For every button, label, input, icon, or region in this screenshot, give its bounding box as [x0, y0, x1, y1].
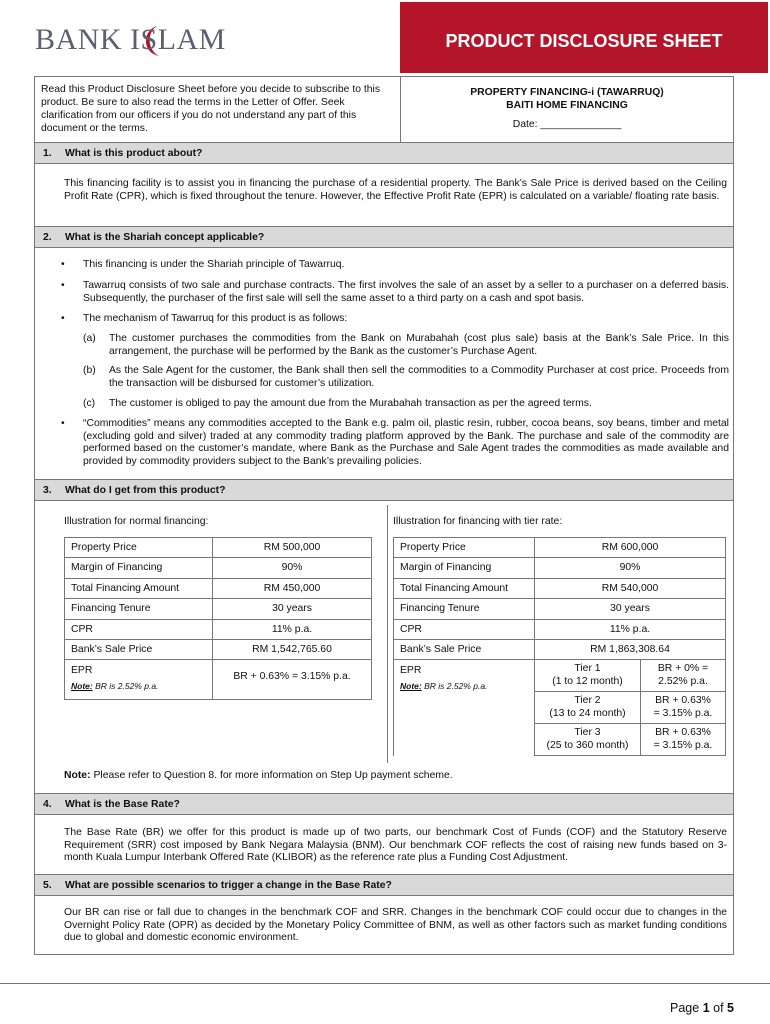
table-cell: CPR [65, 619, 213, 639]
table-cell: 90% [535, 558, 726, 578]
section-5-text: Our BR can rise or fall due to changes in the benchmark COF and SRR. Changes in the benchmark COF could occur due to changes in the Overnight Policy Rate (OPR) as decided by the Monetary Policy Committee of BNM, as well as other factors such as market funding conditions due to global and domestic economic environment. [64, 907, 727, 944]
right-illustration-caption: Illustration for financing with tier rate: [393, 516, 563, 527]
sub-text: The customer purchases the commodities from the Bank on Murabahah (cost plus sale) basis at the Bank’s Sale Price. In this arrangement, the purchase will be performed by the Bank as the customer’s Purchase Agent. [109, 333, 729, 357]
table-cell: 11% p.a. [213, 619, 372, 639]
section-number: 2. [43, 232, 52, 243]
sub-text: As the Sale Agent for the customer, the Bank shall then sell the commodities to a Commodity Purchaser at cost price. Proceeds from the transaction will be disbursed for customer’s utilization. [109, 365, 729, 389]
table-row [65, 639, 372, 659]
section-number: 5. [43, 880, 52, 891]
section-4-text: The Base Rate (BR) we offer for this product is made up of two parts, our benchmark Cost of Funds (COF) and the Statutory Reserve Requirement (SRR) cost imposed by Bank Negara Malaysia (BNM). Our benchmark COF reflects the cost of raising new funds based on 3-month Kuala Lumpur Interbank Offered Rate (KLIBOR) as the reference rate plus a Funding Cost Adjustment. [64, 827, 727, 864]
section-5-header [35, 874, 733, 896]
sub-list-item [83, 333, 729, 359]
table-row [65, 538, 372, 558]
page-current: 1 [702, 1001, 710, 1015]
table-cell [65, 660, 213, 700]
tier-range: (13 to 24 month) [549, 707, 626, 719]
table-row [394, 538, 726, 558]
table-row [65, 558, 372, 578]
document-frame [34, 76, 734, 955]
tier-cell [535, 660, 641, 692]
table-cell: Total Financing Amount [65, 578, 213, 598]
table-cell: Financing Tenure [394, 599, 535, 619]
title-banner [400, 2, 768, 73]
bullet-text: This financing is under the Shariah principle of Tawarruq. [83, 259, 345, 270]
section-title: What is this product about? [65, 148, 203, 159]
table-row [394, 558, 726, 578]
tier-range: (1 to 12 month) [552, 675, 623, 687]
section-2-header [35, 226, 733, 248]
section-number: 1. [43, 148, 52, 159]
table-cell: Property Price [65, 538, 213, 558]
table-cell: RM 600,000 [535, 538, 726, 558]
note-label: Note: [71, 680, 93, 691]
normal-financing-table [64, 537, 372, 700]
page-total: 5 [727, 1001, 734, 1015]
page-number [670, 1000, 734, 1016]
table-cell: BR + 0.63% = 3.15% p.a. [213, 660, 372, 700]
tier-rate: BR + 0% = [657, 663, 709, 675]
logo-text: BANK ISLAM [35, 23, 226, 56]
table-row [394, 578, 726, 598]
table-cell: RM 450,000 [213, 578, 372, 598]
table-row [65, 660, 372, 700]
table-row [394, 639, 726, 659]
page-title: PRODUCT DISCLOSURE SHEET [445, 31, 723, 51]
section-title: What are possible scenarios to trigger a change in the Base Rate? [65, 880, 392, 891]
table-cell: Financing Tenure [65, 599, 213, 619]
section-1-header [35, 142, 733, 164]
sub-text: The customer is obliged to pay the amount due from the Murabahah transaction as per the agreed terms. [109, 398, 592, 409]
table-row [394, 619, 726, 639]
note-text: BR is 2.52% p.a. [421, 680, 488, 691]
section-3-header [35, 479, 733, 501]
note-text: BR is 2.52% p.a. [92, 680, 159, 691]
list-item [57, 418, 729, 470]
table-cell: 30 years [213, 599, 372, 619]
table-cell: Total Financing Amount [394, 578, 535, 598]
tier-rate: 2.52% p.a. [658, 675, 708, 687]
table-row [394, 599, 726, 619]
left-illustration-caption: Illustration for normal financing: [64, 516, 209, 527]
page-word: Page [670, 1001, 700, 1015]
tier-rate: BR + 0.63% [655, 727, 711, 739]
tier-rate-cell [641, 692, 726, 724]
epr-note [71, 681, 206, 692]
intro-box: Read this Product Disclosure Sheet before you decide to subscribe to this product. Be sure to also read the terms in the Letter of Offer. Seek clarification from our officers if you do not understand any part of this document or the terms. [35, 77, 401, 142]
page-of: of [713, 1001, 724, 1015]
tier-rate: = 3.15% p.a. [653, 739, 713, 751]
sub-label: (b) [83, 365, 96, 376]
table-cell [394, 660, 535, 756]
tier-range: (25 to 360 month) [546, 739, 629, 751]
product-box [401, 77, 733, 142]
tier-financing-table [393, 537, 726, 756]
epr-note [400, 681, 528, 692]
table-cell: Bank’s Sale Price [394, 639, 535, 659]
epr-label: EPR [400, 665, 422, 677]
tier-cell [535, 692, 641, 724]
table-cell: CPR [394, 619, 535, 639]
list-item [57, 313, 729, 326]
table-cell: 11% p.a. [535, 619, 726, 639]
bullet-icon: • [61, 280, 65, 291]
product-name-line2: BAITI HOME FINANCING [506, 100, 628, 111]
table-cell: 90% [213, 558, 372, 578]
sub-list-item [83, 398, 729, 411]
note-label: Note: [64, 770, 91, 781]
table-row [65, 599, 372, 619]
table-cell: Margin of Financing [394, 558, 535, 578]
bullet-icon: • [61, 418, 65, 429]
tier-name: Tier 1 [574, 663, 601, 675]
note-label: Note: [400, 680, 422, 691]
table-row [65, 619, 372, 639]
sub-label: (c) [83, 398, 96, 409]
section-1-text: This financing facility is to assist you in financing the purchase of a residential property. The Bank’s Sale Price is derived based on the Ceiling Profit Rate (CPR), which is fixed throughout the tenure. However, the Effective Profit Rate (EPR) is calculated on a variable/ floating rate basis. [64, 178, 727, 202]
table-cell: RM 540,000 [535, 578, 726, 598]
bullet-text: The mechanism of Tawarruq for this product is as follows: [83, 313, 348, 324]
table-cell: Bank’s Sale Price [65, 639, 213, 659]
tier-cell [535, 724, 641, 756]
tier-name: Tier 3 [574, 727, 601, 739]
bullet-icon: • [61, 259, 65, 270]
column-divider [387, 505, 388, 763]
section-4-header [35, 793, 733, 815]
table-cell: RM 500,000 [213, 538, 372, 558]
table-cell: RM 1,542,765.60 [213, 639, 372, 659]
epr-label: EPR [71, 665, 93, 677]
table-row [65, 578, 372, 598]
bullet-icon: • [61, 313, 65, 324]
section-title: What is the Shariah concept applicable? [65, 232, 265, 243]
tier-rate-cell [641, 660, 726, 692]
table-row [394, 660, 726, 692]
tier-name: Tier 2 [574, 695, 601, 707]
tier-rate-cell [641, 724, 726, 756]
section-number: 3. [43, 485, 52, 496]
section-3-note [64, 769, 453, 783]
section-number: 4. [43, 799, 52, 810]
table-cell: Margin of Financing [65, 558, 213, 578]
list-item [57, 280, 729, 306]
sub-label: (a) [83, 333, 96, 344]
section-title: What is the Base Rate? [65, 799, 180, 810]
table-cell: 30 years [535, 599, 726, 619]
sub-list-item [83, 365, 729, 391]
section-title: What do I get from this product? [65, 485, 226, 496]
tier-rate: = 3.15% p.a. [653, 707, 713, 719]
tier-rate: BR + 0.63% [655, 695, 711, 707]
table-cell: RM 1,863,308.64 [535, 639, 726, 659]
table-cell: Property Price [394, 538, 535, 558]
list-item [57, 259, 729, 272]
page-footer [0, 983, 770, 1023]
date-field: Date: ______________ [512, 119, 622, 130]
note-text: Please refer to Question 8. for more information on Step Up payment scheme. [90, 770, 453, 781]
bullet-text: Tawarruq consists of two sale and purchase contracts. The first involves the sale of an asset by a seller to a purchaser on a deferred basis. Subsequently, the purchaser of the first sale will sell the same asset to a third party on a cash and spot basis. [83, 280, 729, 304]
product-name-line1: PROPERTY FINANCING-i (TAWARRUQ) [470, 87, 664, 98]
bullet-text: “Commodities” means any commodities accepted to the Bank e.g. palm oil, plastic resin, rubber, cocoa beans, soy beans, timber and metal (excluding gold and silver) traded at any commodity trading platform approved by the Bank. The purchase and sale of the commodity are performed based on the customer’s mandate, where Bank as the Purchase and Sale Agent trades the commodities as made available and provided by commodity providers subject to the Bank’s prevailing policies. [83, 418, 729, 467]
